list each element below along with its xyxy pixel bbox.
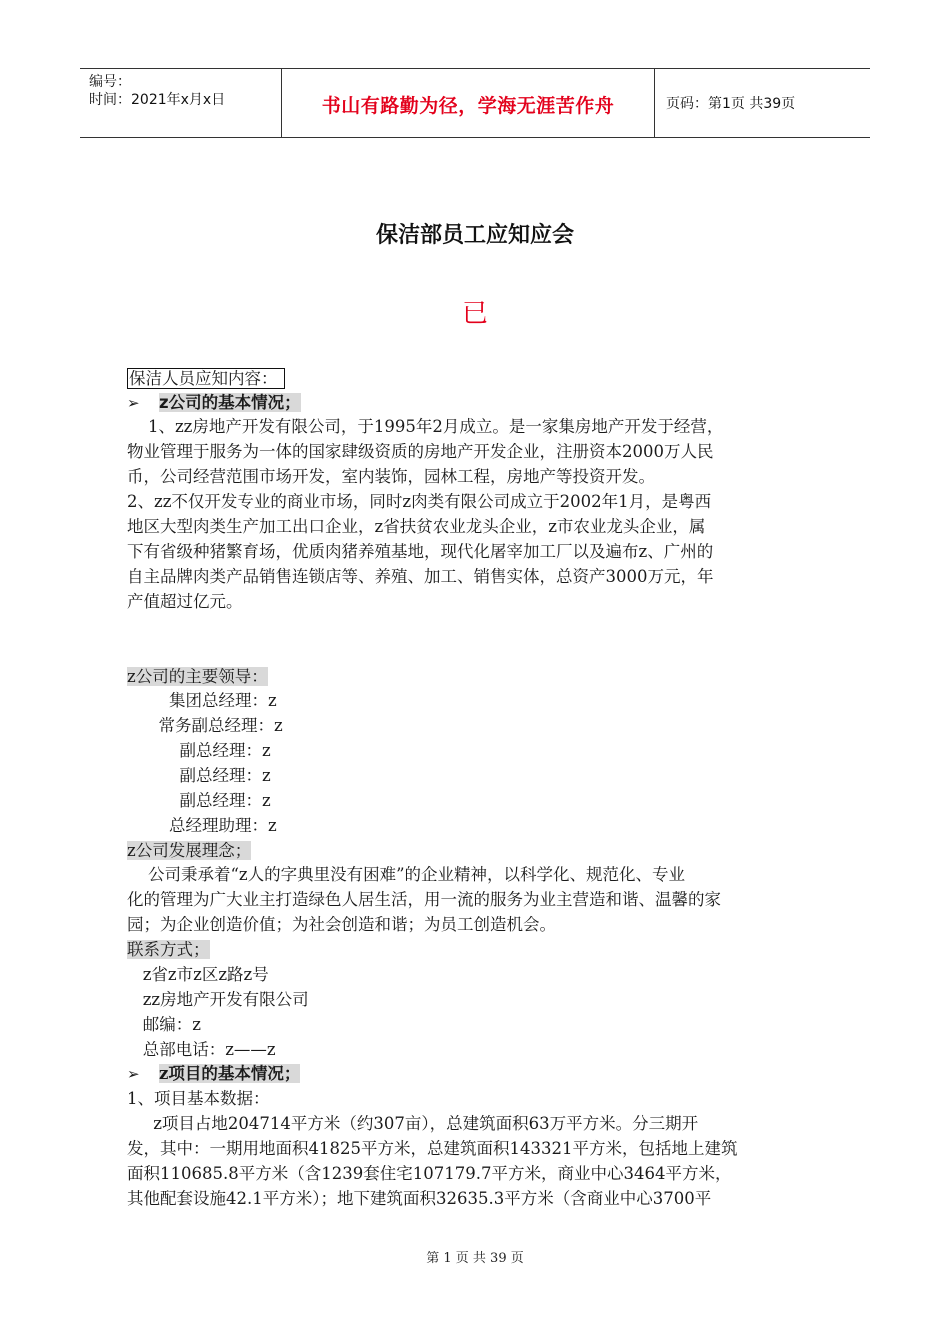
number-label: 编号： bbox=[89, 74, 131, 90]
company-basics-p1-line: 1、zz房地产开发有限公司，于1995年2月成立。是一家集房地产开发于经营， bbox=[127, 417, 724, 436]
contact-heading-row bbox=[127, 937, 210, 962]
philosophy-heading: z公司发展理念； bbox=[127, 841, 252, 860]
leader-item: 副总经理：z bbox=[127, 791, 271, 810]
contact-heading: 联系方式； bbox=[127, 940, 210, 959]
project-line: 面积110685.8平方米（含1239套住宅107179.7平方米，商业中心3464平方米， bbox=[127, 1164, 732, 1183]
project-line: 其他配套设施42.1平方米）；地下建筑面积32635.3平方米（含商业中心3700平 bbox=[127, 1189, 712, 1208]
leader-item: 副总经理：z bbox=[127, 766, 271, 785]
leader-item: 总经理助理：z bbox=[127, 816, 277, 835]
leader-item: 常务副总经理：z bbox=[127, 716, 283, 735]
arrow-bullet-icon: ➢ bbox=[127, 1065, 140, 1083]
company-basics-p2-line: 下有省级种猪繁育场，优质肉猪养殖基地，现代化屠宰加工厂以及遍布z、广州的 bbox=[127, 542, 714, 561]
project-subheading: 1、项目基本数据： bbox=[127, 1089, 270, 1108]
philosophy-line: 化的管理为广大业主打造绿色人居生活，用一流的服务为业主营造和谐、温馨的家 bbox=[127, 890, 721, 909]
motto: 书山有路勤为径，学海无涯苦作舟 bbox=[321, 95, 615, 117]
company-basics-p2-line: 产值超过亿元。 bbox=[127, 592, 243, 611]
arrow-bullet-icon: ➢ bbox=[127, 394, 140, 412]
company-basics-p1-line: 币，公司经营范围市场开发，室内装饰，园林工程，房地产等投资开发。 bbox=[127, 467, 655, 486]
project-heading-row bbox=[127, 1061, 300, 1087]
project-line: z项目占地204714平方米（约307亩），总建筑面积63万平方米。分三期开 bbox=[127, 1114, 699, 1133]
leaders-heading: z公司的主要领导： bbox=[127, 667, 268, 686]
company-basics-heading: z公司的基本情况； bbox=[159, 393, 301, 412]
philosophy-line: 公司秉承着“z人的字典里没有困难”的企业精神，以科学化、规范化、专业 bbox=[127, 865, 686, 884]
page-footer: 第 1 页 共 39 页 bbox=[426, 1251, 524, 1266]
date-line: 时间：2021年x月x日 bbox=[89, 92, 226, 108]
contact-line: 总部电话：z——z bbox=[127, 1040, 276, 1059]
philosophy-line: 园；为企业创造价值；为社会创造和谐；为员工创造机会。 bbox=[127, 915, 556, 934]
contact-line: 邮编：z bbox=[127, 1015, 201, 1034]
header-meta-cell bbox=[80, 69, 282, 137]
header-motto-cell bbox=[282, 69, 655, 137]
project-heading: z项目的基本情况； bbox=[159, 1064, 301, 1083]
page-info: 页码：第1页 共39页 bbox=[666, 96, 796, 112]
header-page-cell bbox=[656, 69, 870, 137]
company-basics-p2-line: 地区大型肉类生产加工出口企业，z省扶贫农业龙头企业，z市农业龙头企业，属 bbox=[127, 517, 706, 536]
company-basics-p2-line: 自主品牌肉类产品销售连锁店等、养殖、加工、销售实体，总资产3000万元，年 bbox=[127, 567, 714, 586]
red-mark: 已 bbox=[461, 299, 488, 329]
company-basics-p1-line: 物业管理于服务为一体的国家肆级资质的房地产开发企业，注册资本2000万人民 bbox=[127, 442, 714, 461]
project-line: 发，其中：一期用地面积41825平方米，总建筑面积143321平方米，包括地上建筑 bbox=[127, 1139, 738, 1158]
section-heading bbox=[127, 366, 285, 391]
contact-line: zz房地产开发有限公司 bbox=[127, 990, 309, 1009]
philosophy-heading-row bbox=[127, 838, 251, 863]
doc-title: 保洁部员工应知应会 bbox=[375, 223, 574, 248]
leaders-heading-row bbox=[127, 664, 268, 689]
contact-line: z省z市z区z路z号 bbox=[127, 965, 269, 984]
company-basics-heading-row bbox=[127, 390, 301, 416]
company-basics-p2-line: 2、zz不仅开发专业的商业市场，同时z肉类有限公司成立于2002年1月，是粤西 bbox=[127, 492, 712, 511]
leader-item: 集团总经理：z bbox=[127, 691, 277, 710]
section-heading-text: 保洁人员应知内容： bbox=[127, 368, 285, 389]
leader-item: 副总经理：z bbox=[127, 741, 271, 760]
header-table bbox=[80, 68, 870, 138]
